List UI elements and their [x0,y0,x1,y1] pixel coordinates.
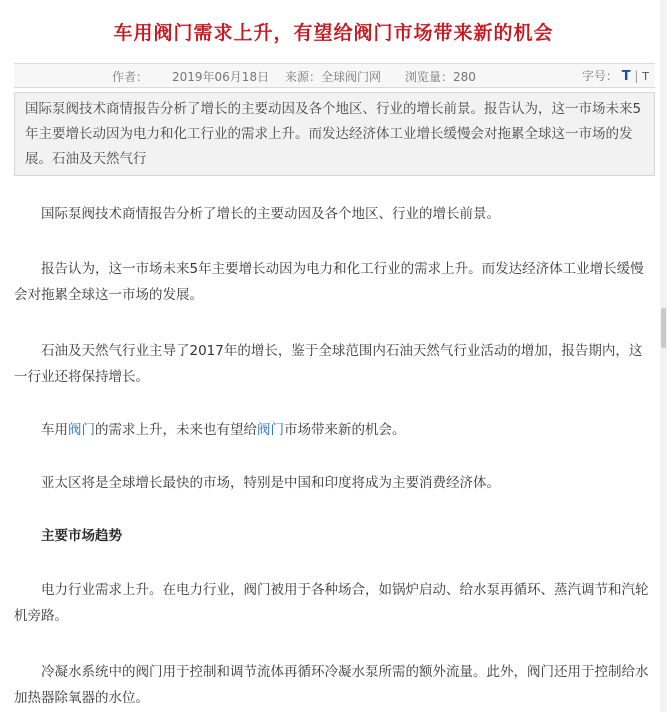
font-size-switcher [582,67,649,84]
paragraph-2: 报告认为，这一市场未来5年主要增长动因为电力和化工行业的需求上升。而发达经济体工业增长缓慢会对拖累全球这一市场的发展。 [14,261,644,303]
article-title: 车用阀门需求上升，有望给阀门市场带来新的机会 [113,22,554,44]
view-count: 浏览量：280 [405,70,476,84]
valve-link-1[interactable]: 阀门 [68,422,95,438]
scrollbar-thumb[interactable] [661,308,666,348]
vertical-scrollbar[interactable] [660,0,667,712]
font-size-label: 字号： [581,69,618,83]
font-size-separator: | [634,69,639,83]
publish-date: 2019年06月18日 [172,70,270,84]
paragraph-6: 电力行业需求上升。在电力行业，阀门被用于各种场合，如锅炉启动、给水泵再循环、蒸汽调节和汽轮机旁路。 [14,582,649,624]
paragraph-5: 亚太区将是全球增长最快的市场，特别是中国和印度将成为主要消费经济体。 [41,475,500,491]
article-meta-bar [14,63,655,88]
article-summary: 国际泵阀技术商情报告分析了增长的主要动因及各个地区、行业的增长前景。报告认为，这一市场未来5年主要增长动因为电力和化工行业的需求上升。而发达经济体工业增长缓慢会对拖累全球这一市场的发展。石油及天然气行 [14,92,655,176]
paragraph-4 [14,417,655,443]
font-size-large-button[interactable]: T [621,69,631,84]
valve-link-2[interactable]: 阀门 [257,422,284,438]
source-label: 来源：全球阀门网 [285,70,382,84]
paragraph-7: 冷凝水系统中的阀门用于控制和调节流体再循环冷凝水泵所需的额外流量。此外，阀门还用于控制给水加热器除氧器的水位。 [14,664,649,706]
paragraph-3: 石油及天然气行业主导了2017年的增长，鉴于全球范围内石油天然气行业活动的增加，报告期内，这一行业还将保持增长。 [14,343,643,385]
paragraph-4-text-a: 车用 [41,422,68,438]
paragraph-1: 国际泵阀技术商情报告分析了增长的主要动因及各个地区、行业的增长前景。 [41,206,500,222]
section-heading: 主要市场趋势 [41,528,122,544]
paragraph-4-text-b: 的需求上升，未来也有望给 [95,422,257,438]
font-size-small-button[interactable]: T [642,70,649,83]
author-label: 作者： [112,70,149,84]
paragraph-4-text-c: 市场带来新的机会。 [284,422,406,438]
